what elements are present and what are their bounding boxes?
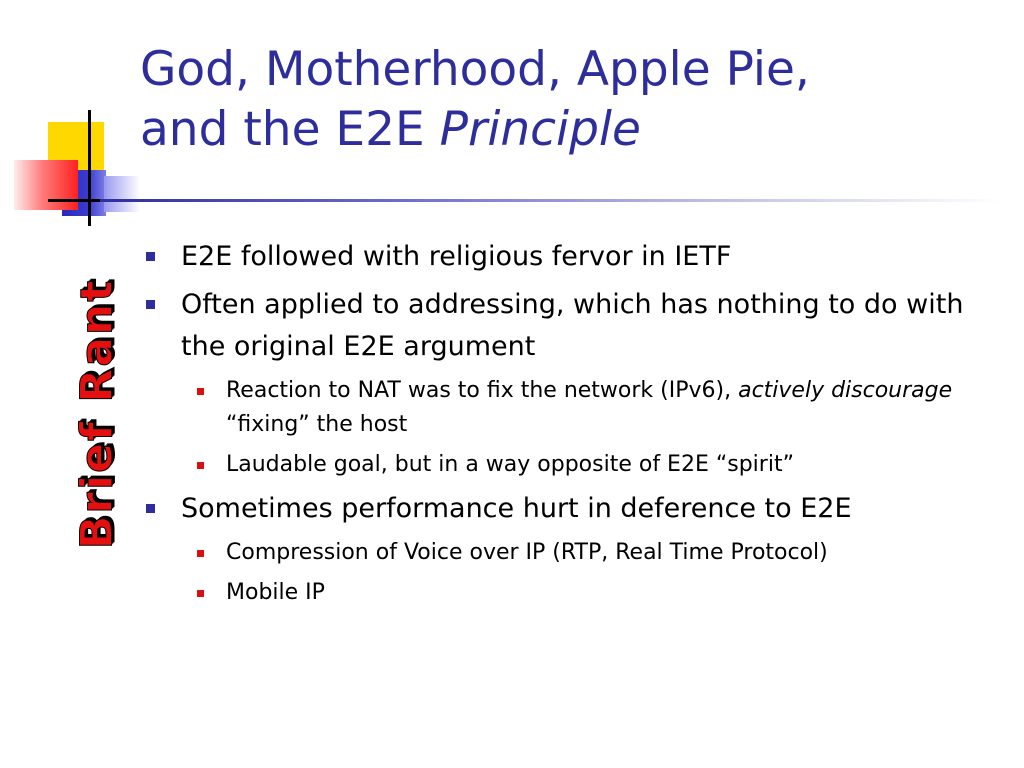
decorative-blue-fade (104, 176, 140, 212)
sub-bullet-text-before: Reaction to NAT was to fix the network (IPv6), (226, 378, 739, 403)
title-line-1: God, Motherhood, Apple Pie, (140, 42, 810, 97)
sub-bullet-square-icon (197, 388, 204, 395)
sub-bullet-square-icon (197, 462, 204, 469)
sub-bullet-list (145, 374, 980, 482)
bullet-item (145, 236, 980, 278)
sub-bullet-text: Mobile IP (226, 580, 325, 605)
bullet-item (145, 284, 980, 368)
decorative-red-square (14, 160, 78, 210)
title-line-2-plain: and the E2E (140, 102, 440, 157)
sub-bullet-square-icon (197, 550, 204, 557)
sub-bullet-text-italic: actively discourage (738, 378, 953, 403)
sub-bullet-text: Laudable goal, but in a way opposite of E2E “spirit” (226, 452, 794, 477)
sub-bullet-item (145, 536, 980, 570)
bullet-text: Often applied to addressing, which has nothing to do with the original E2E argument (181, 289, 964, 362)
bullet-square-icon (146, 504, 155, 513)
sub-bullet-item (145, 576, 980, 610)
bullet-text: E2E followed with religious fervor in IETF (181, 241, 732, 272)
bullet-item (145, 488, 980, 530)
sub-bullet-square-icon (197, 590, 204, 597)
bullet-square-icon (146, 300, 155, 309)
brief-rant-stamp: Brief Rant (71, 278, 123, 550)
sub-bullet-item (145, 374, 980, 442)
sub-bullet-list (145, 536, 980, 610)
sub-bullet-text: Compression of Voice over IP (RTP, Real Time Protocol) (226, 540, 828, 565)
sub-bullet-text-after: “fixing” the host (226, 412, 408, 437)
title-line-2-italic: Principle (439, 102, 641, 157)
bullet-text: Sometimes performance hurt in deference to E2E (181, 493, 852, 524)
decorative-vertical-line (88, 110, 91, 226)
sub-bullet-item (145, 448, 980, 482)
title-line-2 (140, 100, 1000, 160)
slide-title (140, 40, 1000, 160)
bullet-list (145, 236, 980, 616)
bullet-square-icon (146, 252, 155, 261)
title-underline (100, 199, 1000, 202)
